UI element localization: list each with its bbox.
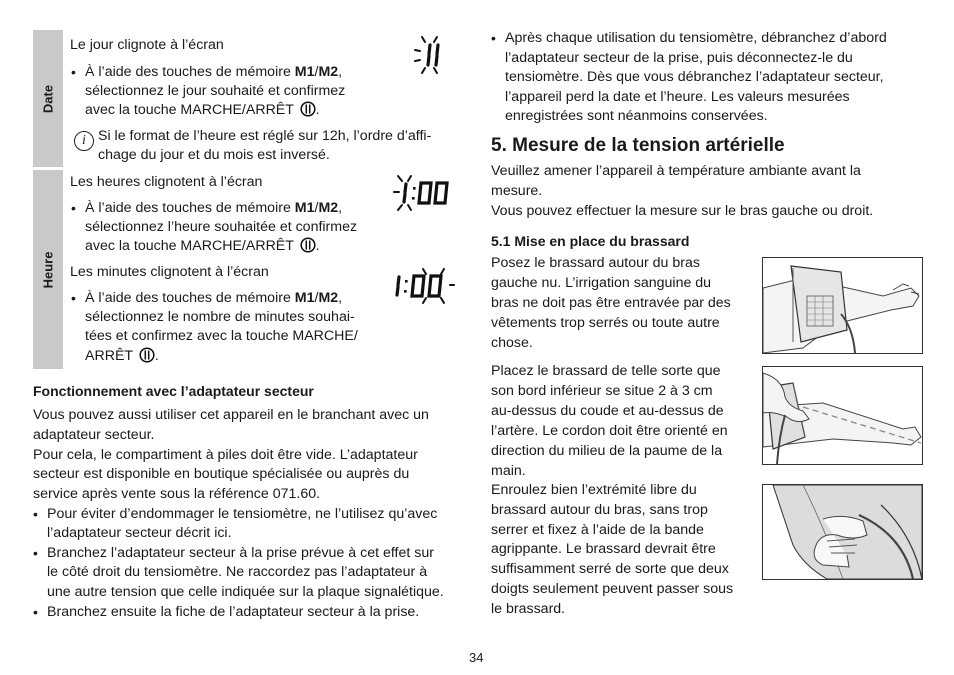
step3-line-6: doigts seulement peuvent passer sous: [491, 581, 734, 597]
right-top-line-4: l’appareil perd la date et l’heure. Les valeurs mesurées: [505, 89, 850, 105]
lcd-hours-display: [393, 172, 455, 214]
figure-cuff-wrap: [762, 484, 923, 580]
intro-line-2: mesure.: [491, 183, 543, 199]
figure-cuff-position: [762, 366, 923, 465]
page-number: 34: [469, 650, 484, 665]
adapter-bullet: •: [33, 604, 38, 620]
adapter-bullet2-line-1: Branchez l’adaptateur secteur à la prise prévue à cet effet sur: [47, 545, 434, 561]
step1-line-1: Posez le brassard autour du bras: [491, 255, 700, 271]
step2-line-2: son bord inférieur se situe 2 à 3 cm: [491, 383, 713, 399]
hours-bullet: •: [71, 200, 76, 216]
power-icon: [139, 347, 155, 363]
right-top-bullet: •: [491, 30, 496, 46]
hour-label: Heure: [40, 251, 56, 288]
step3-line-5: suffisamment serré de sorte que deux: [491, 561, 729, 577]
step1-line-3: bras ne doit pas être entravée par des: [491, 295, 731, 311]
adapter-bullet3-line-1: Branchez ensuite la fiche de l’adaptateur secteur à la prise.: [47, 604, 420, 620]
date-info-line-2: chage du jour et du mois est inversé.: [98, 147, 330, 163]
minutes-bullet-line-3: tées et confirmez avec la touche MARCHE/: [85, 328, 358, 344]
step2-line-4: l’artère. Le cordon doit être orienté en: [491, 423, 728, 439]
adapter-bullet2-line-3: une autre tension que celle indiquée sur la plaque signalétique.: [47, 584, 444, 600]
minutes-bullet-line-4: ARRÊT .: [85, 348, 159, 364]
date-bullet-line-3: avec la touche MARCHE/ARRÊT .: [85, 102, 320, 118]
step1-line-4: vêtements trop serrés ou toute autre: [491, 315, 720, 331]
hours-bullet-line-3: avec la touche MARCHE/ARRÊT .: [85, 238, 320, 254]
figure-cuff-on-arm: [762, 257, 923, 354]
hours-bullet-line-2: sélectionnez l’heure souhaitée et confirmez: [85, 219, 358, 235]
right-top-line-5: enregistrées sont néanmoins conservées.: [505, 108, 768, 124]
cuff-wrap-illustration: [763, 485, 922, 579]
minutes-bullet: •: [71, 290, 76, 306]
power-icon: [300, 101, 316, 117]
step3-line-4: agrippante. Le brassard devrait être: [491, 541, 716, 557]
info-icon: i: [74, 131, 94, 151]
date-label: Date: [40, 84, 56, 113]
step1-line-5: chose.: [491, 335, 533, 351]
step2-line-3: au-dessus du coude et au-dessus de: [491, 403, 724, 419]
step2-line-5: direction du milieu de la paume de la: [491, 443, 723, 459]
power-icon: [300, 237, 316, 253]
right-top-line-3: tensiomètre. Dès que vous débranchez l’adaptateur secteur,: [505, 69, 884, 85]
adapter-bullet1-line-2: l’adaptateur secteur décrit ici.: [47, 525, 232, 541]
date-bullet-line-2: sélectionnez le jour souhaité et confirmez: [85, 83, 346, 99]
adapter-bullet: •: [33, 506, 38, 522]
lcd-day-display: [408, 34, 450, 76]
cuff-position-illustration: [763, 367, 922, 464]
step3-line-7: le brassard.: [491, 601, 566, 617]
subsection-title: 5.1 Mise en place du brassard: [491, 233, 690, 249]
intro-line-1: Veuillez amener l’appareil à température ambiante avant la: [491, 163, 861, 179]
hour-sidebar: [33, 170, 63, 369]
adapter-heading: Fonctionnement avec l’adaptateur secteur: [33, 383, 314, 399]
minutes-intro: Les minutes clignotent à l’écran: [70, 264, 269, 280]
step2-line-1: Placez le brassard de telle sorte que: [491, 363, 721, 379]
adapter-bullet: •: [33, 545, 38, 561]
date-bullet-line-1: À l’aide des touches de mémoire M1/M2,: [85, 64, 343, 80]
step3-line-3: serrer et fixez à l’aide de la bande: [491, 522, 704, 538]
adapter-para2-line-2: secteur est disponible en boutique spécialisée ou auprès du: [33, 466, 410, 482]
minutes-bullet-line-1: À l’aide des touches de mémoire M1/M2,: [85, 290, 343, 306]
intro-line-3: Vous pouvez effectuer la mesure sur le bras gauche ou droit.: [491, 203, 874, 219]
date-bullet: •: [71, 64, 76, 80]
date-sidebar: [33, 30, 63, 167]
adapter-para2-line-3: service après vente sous la référence 071.60.: [33, 486, 321, 502]
date-intro: Le jour clignote à l’écran: [70, 37, 224, 53]
step2-line-6: main.: [491, 463, 526, 479]
right-top-line-1: Après chaque utilisation du tensiomètre, débranchez d’abord: [505, 30, 887, 46]
adapter-para2-line-1: Pour cela, le compartiment à piles doit être vide. L’adaptateur: [33, 447, 418, 463]
hours-bullet-line-1: À l’aide des touches de mémoire M1/M2,: [85, 200, 343, 216]
cuff-on-arm-illustration: [763, 258, 922, 353]
section-title: 5. Mesure de la tension artérielle: [491, 135, 785, 156]
step3-line-2: brassard autour du bras, sans trop: [491, 502, 708, 518]
adapter-para1-line-2: adaptateur secteur.: [33, 427, 155, 443]
step3-line-1: Enroulez bien l’extrémité libre du: [491, 482, 697, 498]
step1-line-2: gauche nu. L’irrigation sanguine du: [491, 275, 712, 291]
adapter-para1-line-1: Vous pouvez aussi utiliser cet appareil en le branchant avec un: [33, 407, 429, 423]
adapter-bullet1-line-1: Pour éviter d’endommager le tensiomètre, ne l’utilisez qu’avec: [47, 506, 438, 522]
adapter-bullet2-line-2: le côté droit du tensiomètre. Ne raccordez pas l’adaptateur à: [47, 564, 428, 580]
minutes-bullet-line-2: sélectionnez le nombre de minutes souhai-: [85, 309, 355, 325]
date-info-line-1: Si le format de l’heure est réglé sur 12h, l’ordre d’affi-: [98, 128, 432, 144]
right-top-line-2: l’adaptateur secteur de la prise, puis déconnectez-le du: [505, 50, 853, 66]
hours-intro: Les heures clignotent à l’écran: [70, 174, 263, 190]
lcd-minutes-display: [393, 265, 455, 307]
